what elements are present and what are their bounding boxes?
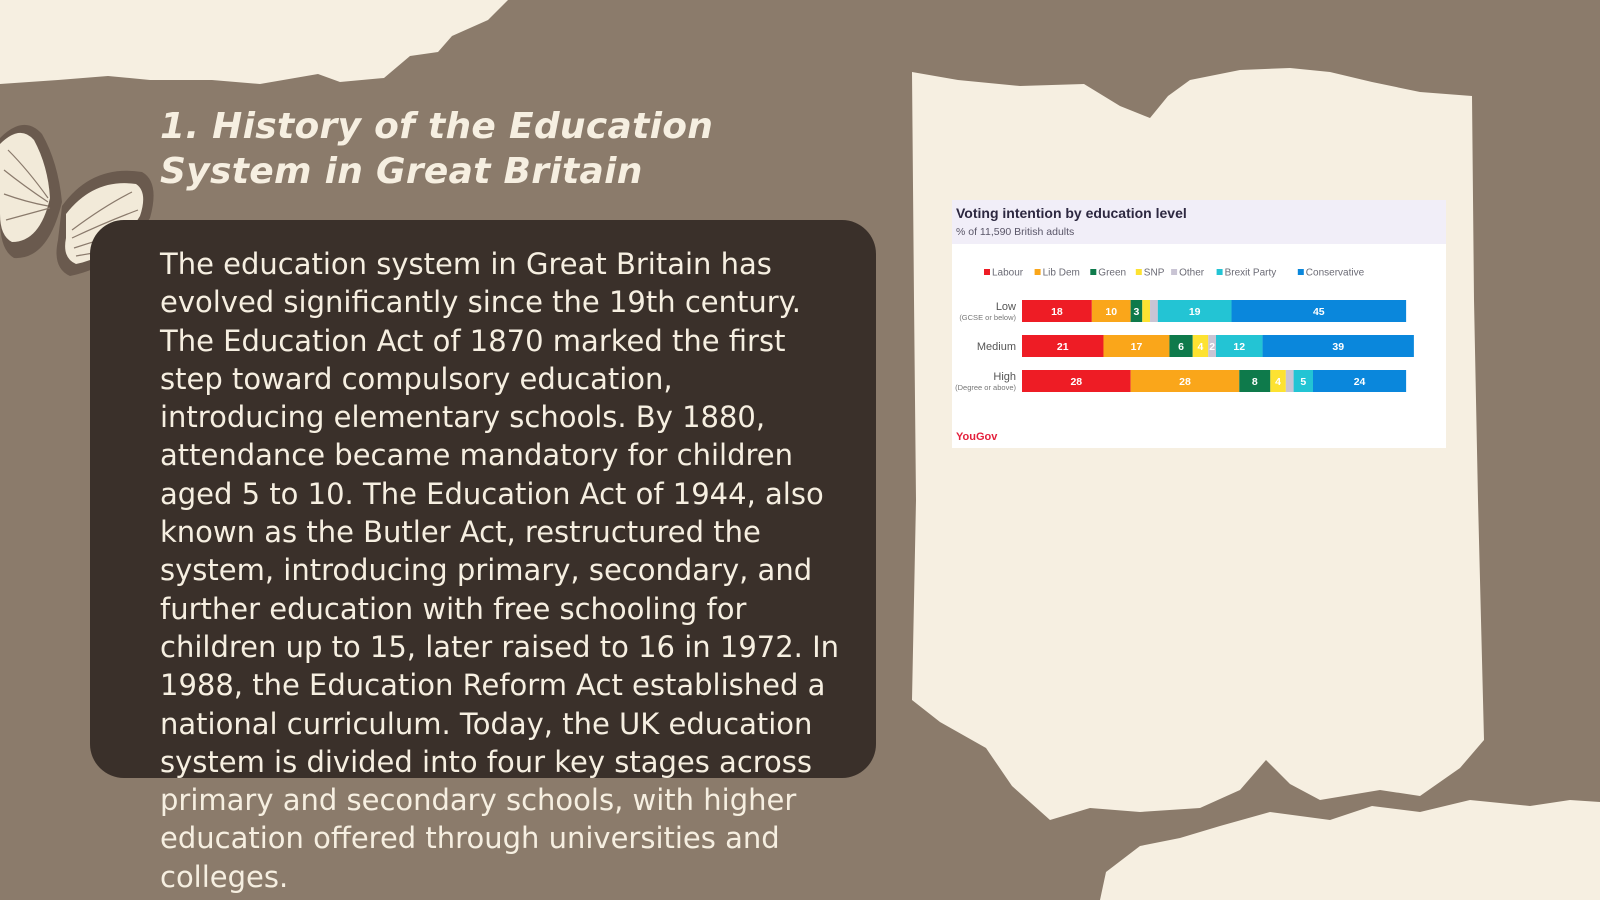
brand-logo: YouGov (956, 431, 998, 443)
torn-paper-top (0, 0, 508, 84)
legend-swatch (1298, 269, 1304, 275)
category-sublabel: (Degree or above) (955, 383, 1016, 392)
data-label: 21 (1056, 341, 1069, 353)
bar-segment (1286, 370, 1294, 392)
legend-swatch (1035, 269, 1041, 275)
data-label: 4 (1275, 376, 1282, 388)
slide-body-text: The education system in Great Britain has evolved significantly since the 19th century. The Education Act of 1870 marked the first step toward compulsory education, introducing elementary schools. By 1880, attendance became mandatory for children aged 5 to 10. The Education Act of 1944, also known as the Butler Act, restructured the system, introducing primary, secondary, and further education with free schooling for children up to 15, later raised to 16 in 1972. In 1988, the Education Reform Act established a national curriculum. Today, the UK education system is divided into four key stages across primary and secondary schools, with higher education offered through universities and colleges. (160, 247, 840, 894)
data-label: 4 (1197, 341, 1204, 353)
data-label: 18 (1051, 306, 1063, 318)
data-label: 45 (1312, 306, 1325, 318)
bar-segment (1150, 300, 1158, 322)
legend-swatch (1136, 269, 1142, 275)
slide-title: 1. History of the Education System in Great Britain (160, 106, 714, 192)
data-label: 28 (1070, 376, 1083, 388)
category-label: Low (995, 301, 1016, 313)
category-label: High (993, 371, 1016, 383)
legend-label: Lib Dem (1042, 267, 1080, 279)
chart-title: Voting intention by education level (956, 205, 1187, 221)
data-label: 39 (1332, 341, 1345, 353)
data-label: 5 (1300, 376, 1307, 388)
data-label: 2 (1209, 341, 1216, 353)
legend-label: SNP (1143, 267, 1165, 279)
legend-label: Labour (992, 267, 1024, 279)
chart-card (952, 200, 1446, 448)
data-label: 19 (1188, 306, 1201, 318)
chart-svg (952, 200, 1446, 448)
data-label: 6 (1178, 341, 1185, 353)
legend-label: Green (1098, 267, 1127, 279)
category-sublabel: (GCSE or below) (959, 313, 1016, 322)
data-label: 3 (1133, 306, 1140, 318)
legend-swatch (1217, 269, 1223, 275)
legend-label: Brexit Party (1224, 267, 1277, 279)
data-label: 10 (1105, 306, 1118, 318)
legend-label: Other (1179, 267, 1205, 279)
legend-swatch (1090, 269, 1096, 275)
chart-subtitle: % of 11,590 British adults (956, 226, 1075, 238)
data-label: 17 (1130, 341, 1143, 353)
legend-swatch (1171, 269, 1177, 275)
data-label: 28 (1179, 376, 1191, 388)
data-label: 8 (1251, 376, 1258, 388)
category-label: Medium (976, 341, 1016, 353)
torn-paper-bottom (1100, 800, 1600, 900)
data-label: 12 (1233, 341, 1246, 353)
bar-segment (1142, 300, 1150, 322)
legend-swatch (984, 269, 990, 275)
data-label: 24 (1353, 376, 1366, 388)
legend-label: Conservative (1305, 267, 1365, 279)
